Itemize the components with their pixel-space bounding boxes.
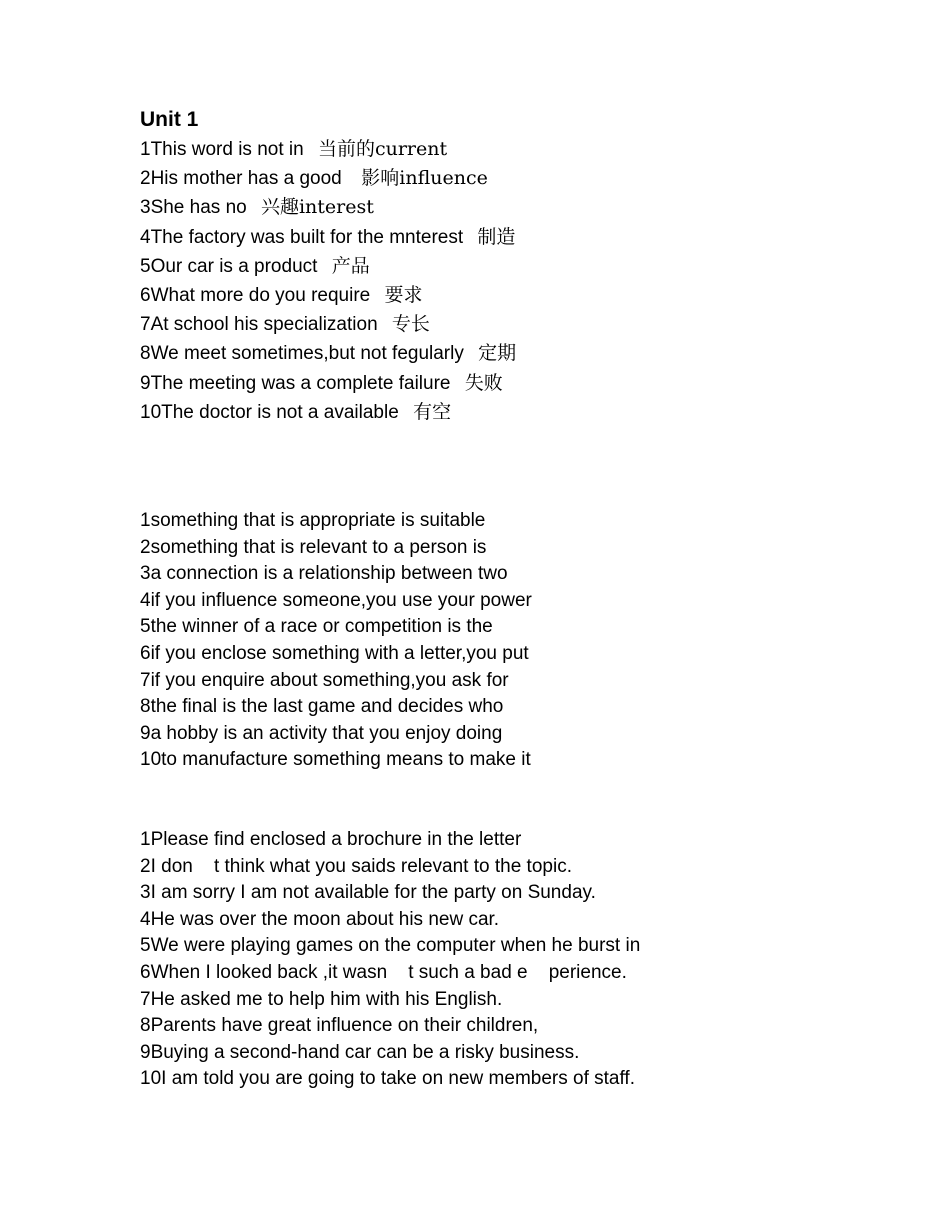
sentence-line: 1Please find enclosed a brochure in the letter: [140, 828, 522, 850]
document-body: [140, 106, 840, 1093]
definition-line: 7if you enquire about something,you ask for: [140, 669, 509, 691]
definitions-section: [140, 508, 840, 774]
sentences-section: [140, 827, 840, 1093]
vocab-line: 5Our car is a product 产品: [140, 254, 370, 277]
sentence-line: 6When I looked back ,it wasn t such a bad e perience.: [140, 961, 627, 983]
sentence-line: 2I don t think what you saids relevant to the topic.: [140, 855, 572, 877]
definition-line: 6if you enclose something with a letter,you put: [140, 643, 529, 664]
sentence-line: 8Parents have great influence on their children,: [140, 1015, 539, 1037]
vocab-line: 7At school his specialization 专长: [140, 313, 430, 336]
definition-line: 2something that is relevant to a person is: [140, 536, 487, 558]
vocab-line: 8We meet sometimes,but not fegularly 定期: [140, 342, 517, 365]
definition-line: 1something that is appropriate is suitable: [140, 510, 486, 532]
vocab-line: 3She has no 兴趣interest: [140, 196, 374, 219]
vocab-line: 4The factory was built for the mnterest 制造: [140, 225, 516, 248]
sentence-line: 10I am told you are going to take on new members of staff.: [140, 1068, 635, 1090]
vocab-line: 10The doctor is not a available 有空: [140, 400, 452, 423]
unit-title: Unit 1: [140, 108, 199, 131]
vocab-line: 9The meeting was a complete failure 失败: [140, 371, 503, 394]
vocab-line: 1This word is not in 当前的current: [140, 138, 448, 160]
definition-line: 4if you influence someone,you use your power: [140, 589, 532, 611]
sentence-line: 5We were playing games on the computer when he burst in: [140, 935, 641, 957]
sentence-line: 9Buying a second-hand car can be a risky business.: [140, 1041, 580, 1063]
sentence-line: 4He was over the moon about his new car.: [140, 908, 500, 930]
definition-line: 5the winner of a race or competition is the: [140, 616, 493, 638]
definition-line: 9a hobby is an activity that you enjoy doing: [140, 722, 503, 744]
vocab-line: 2His mother has a good 影响influence: [140, 167, 488, 190]
definition-line: 3a connection is a relationship between two: [140, 563, 508, 585]
sentence-line: 3I am sorry I am not available for the party on Sunday.: [140, 882, 596, 904]
definition-line: 10to manufacture something means to make it: [140, 749, 531, 771]
vocab-line: 6What more do you require 要求: [140, 284, 423, 307]
sentence-line: 7He asked me to help him with his English.: [140, 988, 503, 1010]
definition-line: 8the final is the last game and decides who: [140, 696, 504, 718]
vocabulary-section: [140, 135, 840, 427]
